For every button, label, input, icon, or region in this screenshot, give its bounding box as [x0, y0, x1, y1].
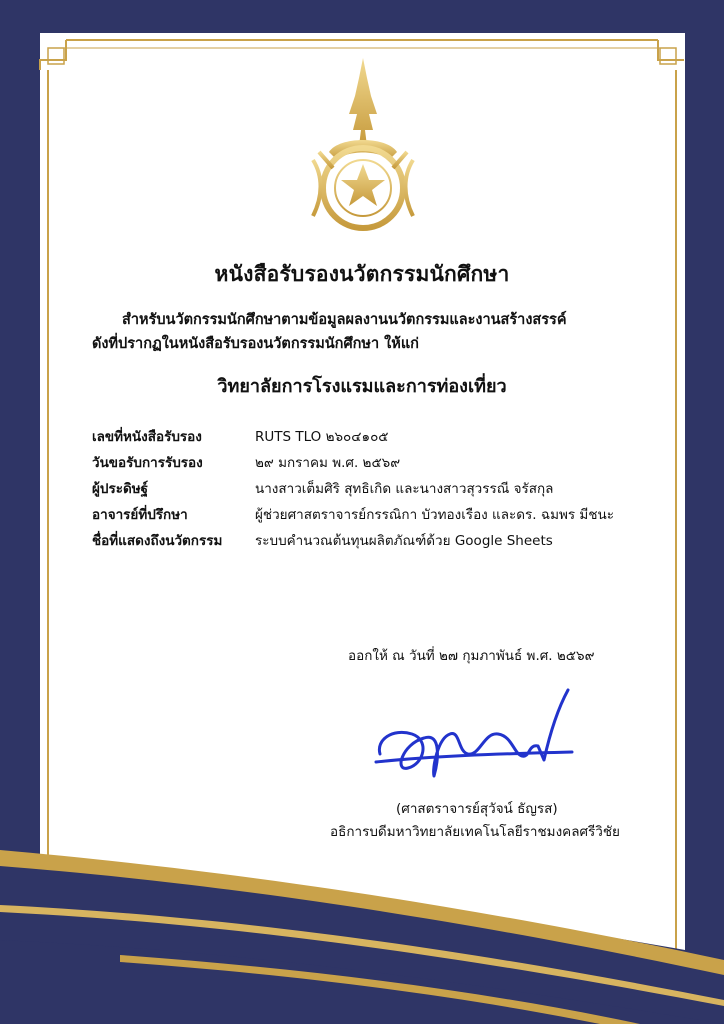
signer-position: อธิการบดีมหาวิทยาลัยเทคโนโลยีราชมงคลศรีวิชัย: [330, 824, 620, 840]
detail-label: ผู้ประดิษฐ์: [92, 481, 149, 497]
detail-value: นางสาวเต็มศิริ สุทธิเกิด และนางสาวสุวรรณี จรัสกุล: [255, 481, 554, 497]
detail-value: ระบบคำนวณต้นทุนผลิตภัณฑ์ด้วย Google Sheets: [255, 533, 553, 549]
university-emblem: [309, 56, 417, 232]
issue-date: ออกให้ ณ วันที่ ๒๗ กุมภาพันธ์ พ.ศ. ๒๕๖๙: [348, 648, 595, 664]
detail-value: ผู้ช่วยศาสตราจารย์กรรณิกา บัวทองเรือง และดร. ฉมพร มีชนะ: [255, 507, 614, 523]
signature-image: [372, 682, 582, 782]
detail-row: [92, 423, 672, 449]
detail-value: RUTS TLO ๒๖๐๔๑๐๕: [255, 429, 389, 445]
detail-label: เลขที่หนังสือรับรอง: [92, 429, 202, 445]
detail-row: [92, 527, 672, 553]
detail-row: [92, 475, 672, 501]
certificate-details: [92, 423, 672, 553]
detail-label: อาจารย์ที่ปรึกษา: [92, 507, 188, 523]
detail-label: ชื่อที่แสดงถึงนวัตกรรม: [92, 533, 223, 549]
detail-row: [92, 449, 672, 475]
detail-value: ๒๙ มกราคม พ.ศ. ๒๕๖๙: [255, 455, 401, 471]
intro-line-1: สำหรับนวัตกรรมนักศึกษาตามข้อมูลผลงานนวัตกรรมและงานสร้างสรรค์: [122, 312, 567, 328]
detail-row: [92, 501, 672, 527]
certificate-title: หนังสือรับรองนวัตกรรมนักศึกษา: [214, 262, 510, 286]
intro-paragraph: [92, 308, 652, 356]
detail-label: วันขอรับการรับรอง: [92, 455, 203, 471]
recipient-name: วิทยาลัยการโรงแรมและการท่องเที่ยว: [217, 376, 507, 397]
signer-name: (ศาสตราจารย์สุวัจน์ ธัญรส): [396, 801, 558, 817]
intro-line-2: ดังที่ปรากฏในหนังสือรับรองนวัตกรรมนักศึกษา ให้แก่: [92, 336, 419, 352]
